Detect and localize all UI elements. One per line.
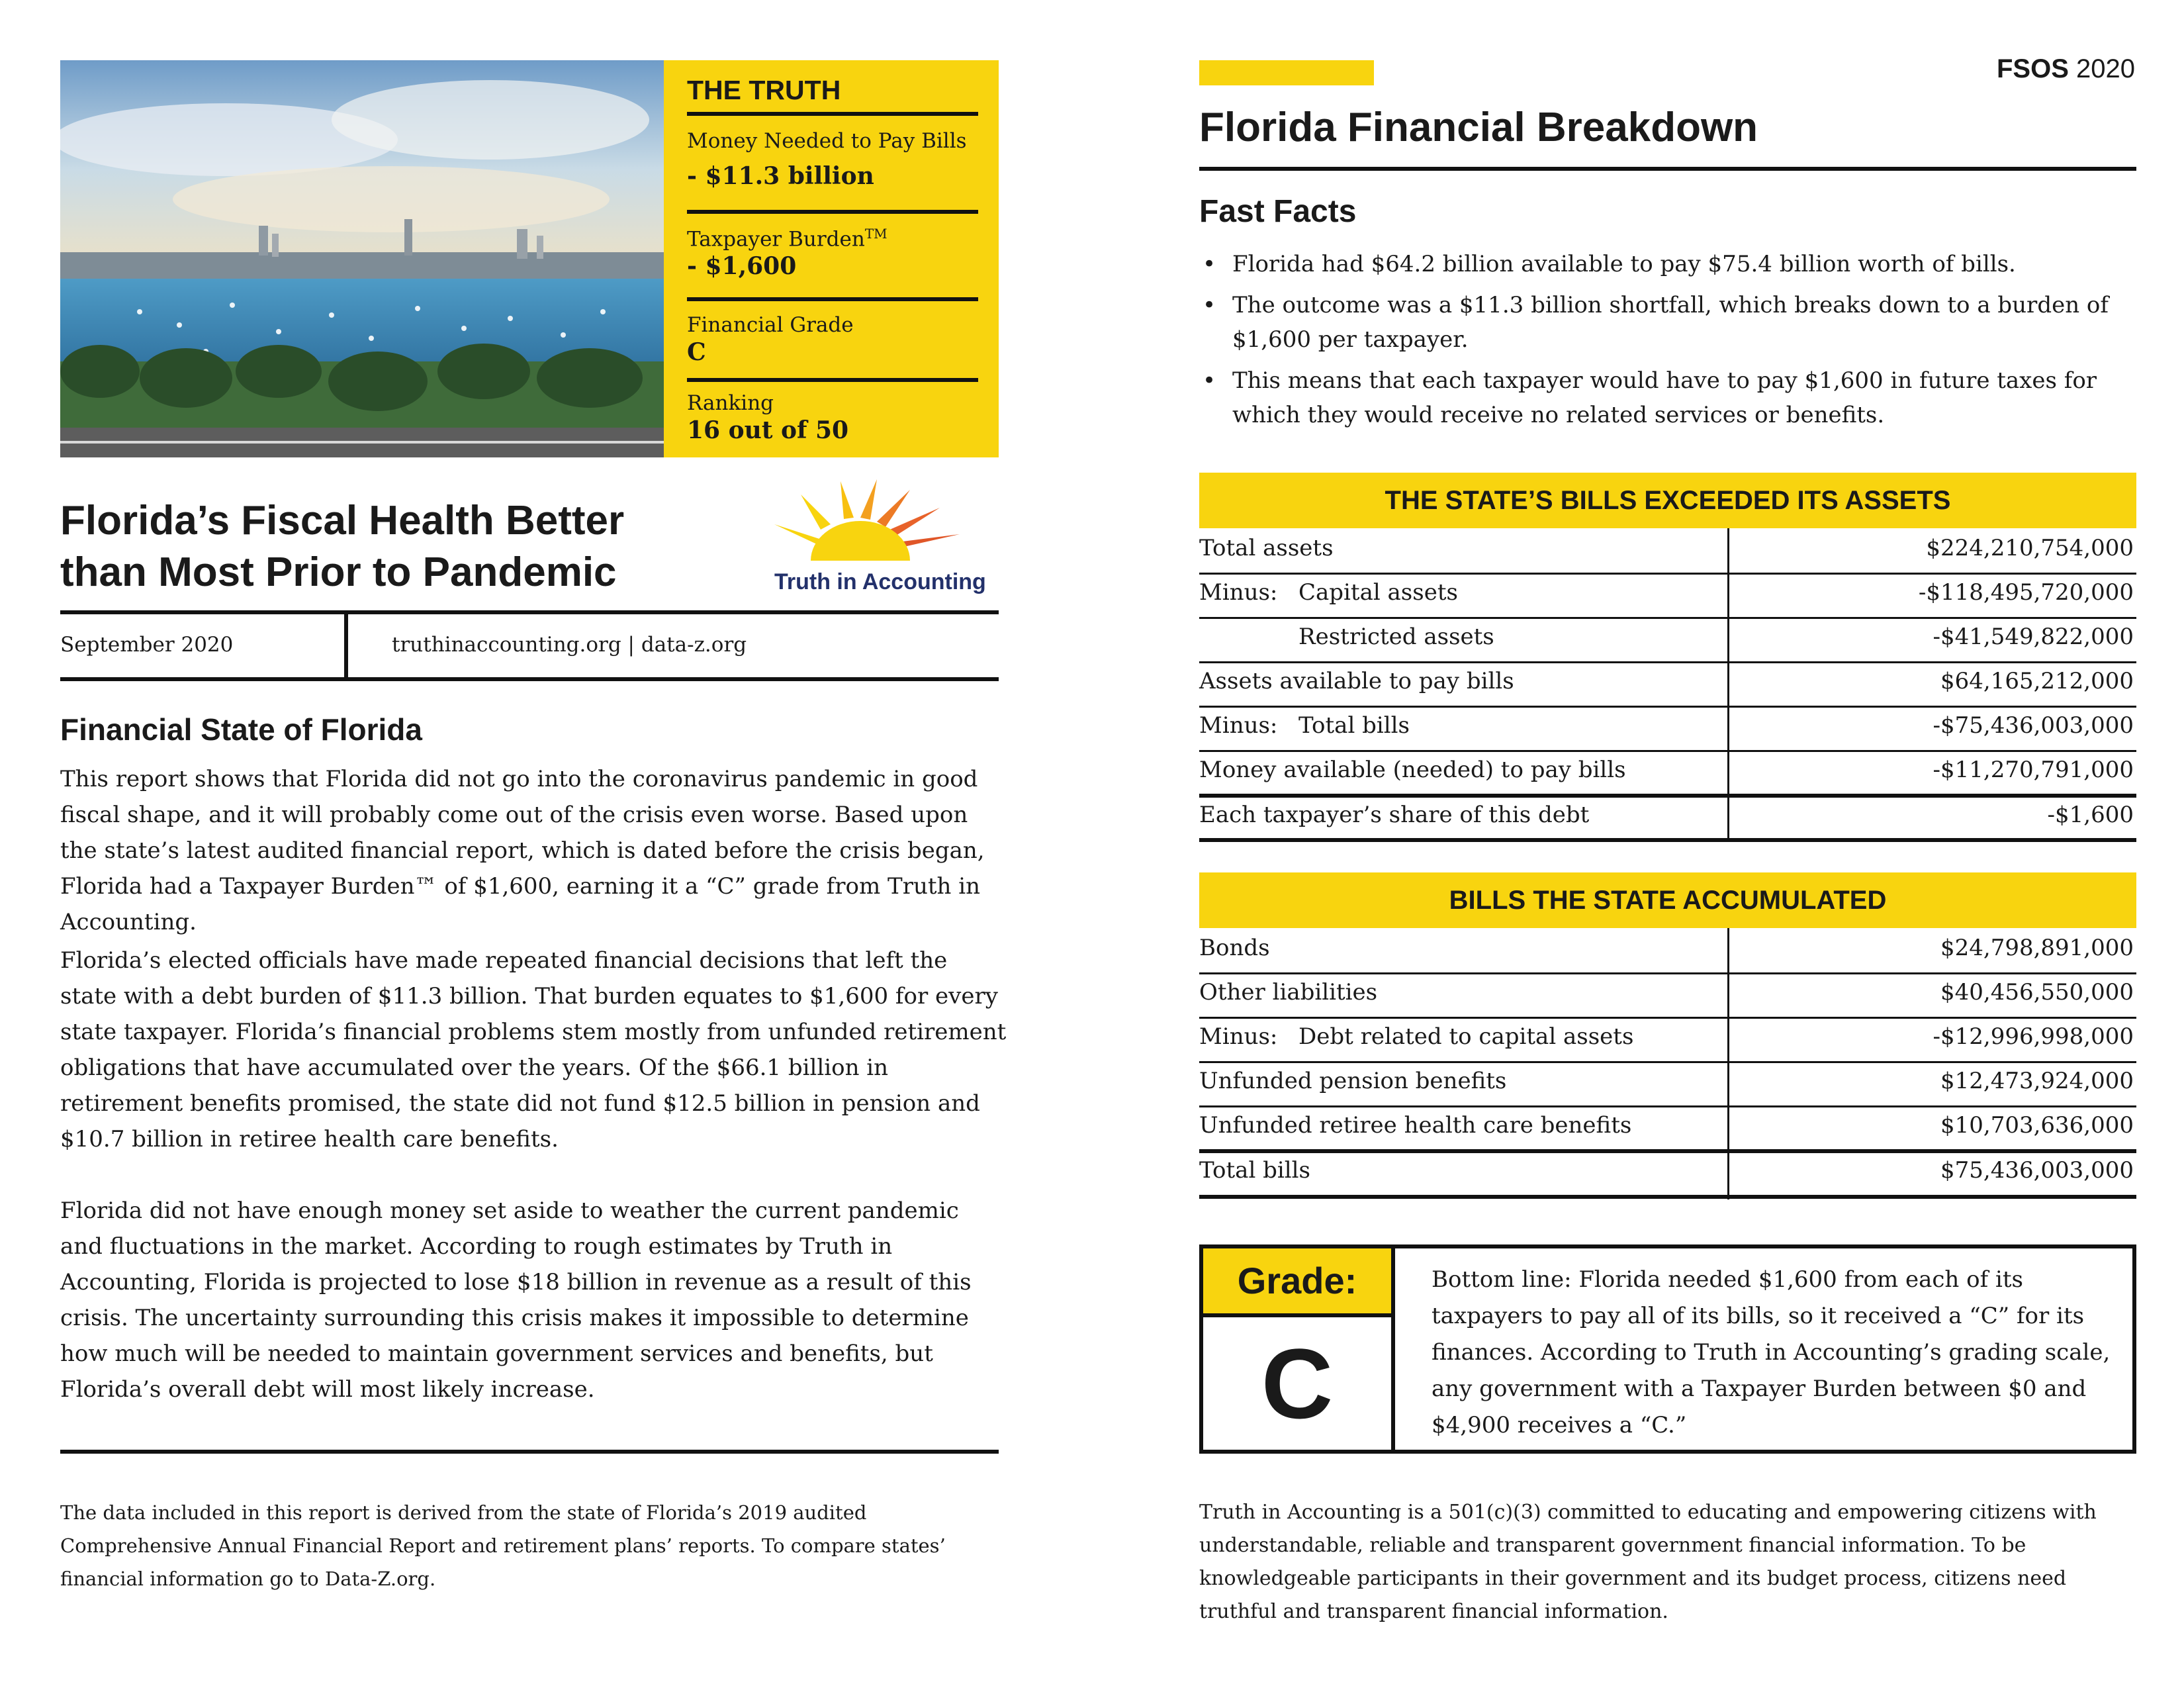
financial-grade-value: C <box>687 338 706 366</box>
row-value: -$12,996,998,000 <box>1933 1023 2134 1050</box>
money-needed-label: Money Needed to Pay Bills <box>687 129 967 153</box>
money-needed-value: - $11.3 billion <box>687 162 874 190</box>
bills-table-header: BILLS THE STATE ACCUMULATED <box>1199 872 2136 928</box>
table-row <box>1199 528 2136 573</box>
table-row <box>1199 617 2136 661</box>
header-rule-bottom <box>60 677 999 681</box>
row-label: Other liabilities <box>1199 979 1378 1006</box>
row-sublabel: Restricted assets <box>1298 624 1494 650</box>
page-title-line1: Florida’s Fiscal Health Better <box>60 498 625 543</box>
grade-letter: C <box>1203 1317 1395 1450</box>
page-title <box>60 495 722 598</box>
the-truth-box <box>664 60 999 457</box>
row-value: $64,165,212,000 <box>1940 668 2134 694</box>
marina-photo <box>60 60 664 457</box>
ranking-value: 16 out of 50 <box>687 416 849 444</box>
grade-box <box>1199 1244 2136 1454</box>
assets-table <box>1199 528 2136 842</box>
table-row <box>1199 928 2136 972</box>
row-label: Unfunded retiree health care benefits <box>1199 1112 1632 1139</box>
table-row <box>1199 661 2136 706</box>
row-label: Total assets <box>1199 535 1334 561</box>
fast-facts-list <box>1199 247 2139 439</box>
row-value: $24,798,891,000 <box>1940 935 2134 961</box>
ranking-label: Ranking <box>687 391 774 415</box>
fsos-year: 2020 <box>2068 54 2135 83</box>
body-paragraph-1: This report shows that Florida did not go into the coronavirus pandemic in good fiscal shape, and it will probably come out of the crisis even worse. Based upon the state’s latest audited financial report, which is dated before the crisis began, Florida had a Taxpayer Burden™ of $1,600, earning it a “C” grade from Truth in Accounting. <box>60 766 985 935</box>
row-label: Money available (needed) to pay bills <box>1199 757 1626 783</box>
row-label: Each taxpayer’s share of this debt <box>1199 802 1590 828</box>
header-rule-top <box>60 610 999 614</box>
row-value: -$1,600 <box>2047 802 2134 828</box>
truth-box-rule <box>687 210 978 214</box>
fact-item: • This means that each taxpayer would have to pay $1,600 in future taxes for which they would receive no related services or benefits. <box>1199 363 2139 432</box>
table-bottom-rule <box>1199 838 2136 842</box>
fast-facts-title: Fast Facts <box>1199 194 1357 229</box>
fact-item: • The outcome was a $11.3 billion shortfall, which breaks down to a burden of $1,600 per taxpayer. <box>1199 288 2139 357</box>
row-label: Minus: <box>1199 579 1278 606</box>
assets-table-header: THE STATE’S BILLS EXCEEDED ITS ASSETS <box>1199 473 2136 528</box>
sun-logo-icon <box>761 478 1006 597</box>
truth-box-rule <box>687 297 978 301</box>
row-label: Total bills <box>1199 1157 1310 1184</box>
row-sublabel: Debt related to capital assets <box>1298 1023 1634 1050</box>
yellow-accent-bar <box>1199 60 1374 85</box>
table-row <box>1199 972 2136 1017</box>
row-value: $12,473,924,000 <box>1940 1068 2134 1094</box>
table-row <box>1199 706 2136 750</box>
row-sublabel: Capital assets <box>1298 579 1458 606</box>
row-value: $10,703,636,000 <box>1940 1112 2134 1139</box>
body-paragraph-3: Florida did not have enough money set aside to weather the current pandemic and fluctuations in the market. According to rough estimates by Truth in Accounting, Florida is projected to lose $18 billion in revenue as a result of this crisis. The uncertainty surrounding this crisis makes it impossible to determine how much will be needed to maintain government services and benefits, but Florida’s overall debt will most likely increase. <box>60 1197 972 1403</box>
footer-rule-left <box>60 1450 999 1454</box>
financial-grade-label: Financial Grade <box>687 313 854 337</box>
logo-text: Truth in Accounting <box>774 569 986 594</box>
table-row <box>1199 1017 2136 1061</box>
table-row <box>1199 1061 2136 1105</box>
row-value: $40,456,550,000 <box>1940 979 2134 1006</box>
report-date: September 2020 <box>60 633 234 657</box>
row-value: -$118,495,720,000 <box>1918 579 2134 606</box>
row-value: -$41,549,822,000 <box>1933 624 2134 650</box>
grade-label: Grade: <box>1203 1248 1395 1317</box>
date-divider <box>344 612 348 679</box>
taxpayer-burden-label-text: Taxpayer Burden <box>687 227 865 252</box>
row-label: Minus: <box>1199 712 1278 739</box>
breakdown-title: Florida Financial Breakdown <box>1199 105 1758 150</box>
section-heading: Financial State of Florida <box>60 712 422 747</box>
taxpayer-burden-label <box>687 226 887 251</box>
row-value: -$11,270,791,000 <box>1933 757 2134 783</box>
row-value: $75,436,003,000 <box>1940 1157 2134 1184</box>
row-value: -$75,436,003,000 <box>1933 712 2134 739</box>
row-value: $224,210,754,000 <box>1926 535 2134 561</box>
truth-in-accounting-logo <box>761 478 1006 597</box>
row-label: Assets available to pay bills <box>1199 668 1514 694</box>
organization-footnote: Truth in Accounting is a 501(c)(3) committed to educating and empowering citizens with understandable, reliable and transparent government financial information. To be knowledgeable participants in their government and its budget process, citizens need truthful and transparent financial information. <box>1199 1501 2097 1623</box>
fact-item: • Florida had $64.2 billion available to pay $75.4 billion worth of bills. <box>1199 247 2139 281</box>
body-paragraph-2: Florida’s elected officials have made repeated financial decisions that left the state with a debt burden of $11.3 billion. That burden equates to $1,600 for every state taxpayer. Florida’s financial problems stem mostly from unfunded retirement obligations that have accumulated over the years. Of the $66.1 billion in retirement benefits promised, the state did not fund $12.5 billion in pension and $10.7 billion in retiree health care benefits. <box>60 947 1007 1152</box>
row-label: Bonds <box>1199 935 1270 961</box>
taxpayer-burden-value: - $1,600 <box>687 252 797 280</box>
fsos-bold: FSOS <box>1996 54 2069 83</box>
truth-box-title: THE TRUTH <box>687 75 841 105</box>
truth-box-rule <box>687 112 978 116</box>
table-bottom-rule <box>1199 1195 2136 1199</box>
website-links: truthinaccounting.org | data-z.org <box>392 633 747 657</box>
fsos-label <box>1952 54 2135 84</box>
row-label: Unfunded pension benefits <box>1199 1068 1507 1094</box>
table-row <box>1199 1150 2136 1195</box>
data-source-footnote: The data included in this report is derived from the state of Florida’s 2019 audited Comprehensive Annual Financial Report and retirement plans’ reports. To compare states’ financial information go to Data-Z.org. <box>60 1501 946 1590</box>
table-row <box>1199 573 2136 617</box>
grade-explanation: Bottom line: Florida needed $1,600 from each of its taxpayers to pay all of its bills, so it received a “C” for its finances. According to Truth in Accounting’s grading scale, any government with a Taxpayer Burden between $0 and $4,900 receives a “C.” <box>1432 1266 2111 1438</box>
page-title-line2: than Most Prior to Pandemic <box>60 549 617 595</box>
marina-photo-illustration <box>60 60 664 457</box>
table-row <box>1199 795 2136 839</box>
row-label: Minus: <box>1199 1023 1278 1050</box>
row-sublabel: Total bills <box>1298 712 1410 739</box>
truth-box-rule <box>687 378 978 382</box>
trademark-mark: TM <box>864 226 887 242</box>
breakdown-title-rule <box>1199 167 2136 171</box>
table-row <box>1199 750 2136 794</box>
table-row <box>1199 1105 2136 1150</box>
bills-table <box>1199 928 2136 1199</box>
